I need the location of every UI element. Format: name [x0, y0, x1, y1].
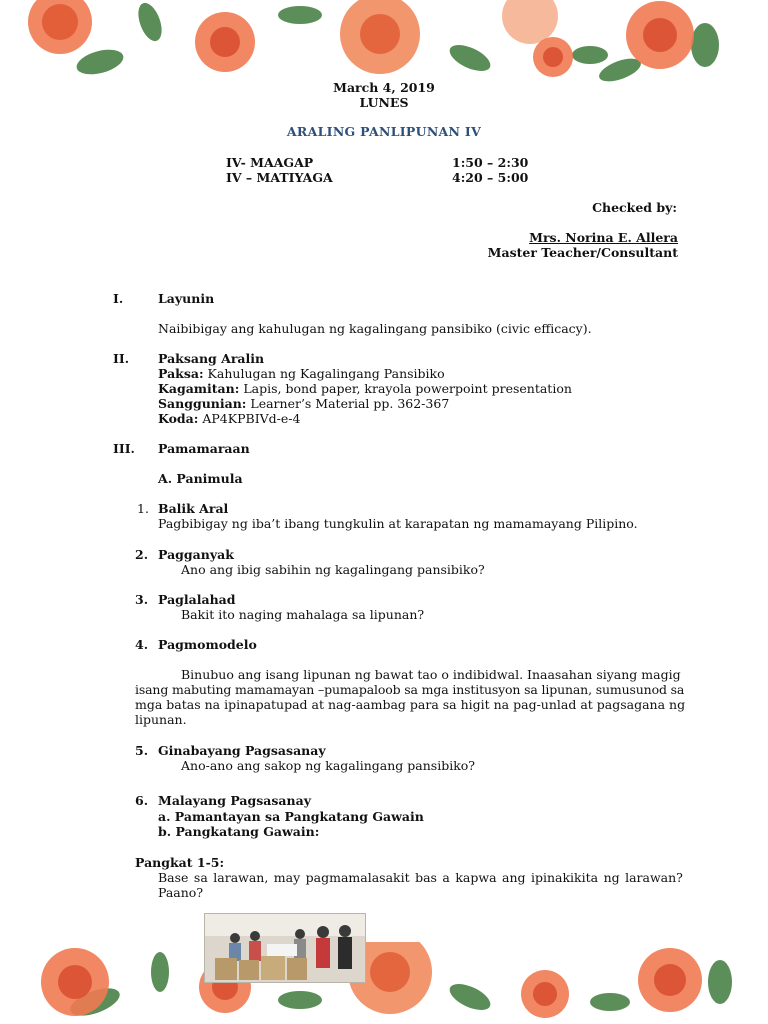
step-4-number: 4. [135, 637, 149, 652]
kagamitan-label: Kagamitan: [158, 381, 240, 396]
section-3-number: III. [113, 441, 135, 456]
step-6-sub-a: a. Pamantayan sa Pangkatang Gawain [158, 809, 424, 824]
step-1-number: 1. [137, 501, 149, 516]
group-photo-image [204, 913, 366, 983]
step-6-sub-b: b. Pangkatang Gawain: [158, 824, 320, 839]
koda-value: AP4KPBIVd-e-4 [198, 411, 301, 426]
step-3-number: 3. [135, 592, 149, 607]
paksa-line [158, 366, 445, 381]
step-5-number: 5. [135, 743, 149, 758]
subject-title: ARALING PANLIPUNAN IV [286, 124, 482, 139]
section-2-title: Paksang Aralin [158, 351, 265, 366]
step-4-title: Pagmomodelo [158, 637, 257, 652]
schedule-section-2: IV – MATIYAGA [226, 170, 333, 185]
pangkat-heading: Pangkat 1-5: [135, 855, 225, 870]
step-4-line-2: isang mabuting mamamayan –pumapaloob sa mga institusyon sa lipunan, sumusunod sa [135, 682, 685, 697]
rose-icon [28, 0, 694, 77]
section-3-title: Pamamaraan [158, 441, 250, 456]
koda-line [158, 411, 300, 426]
step-2-title: Pagganyak [158, 547, 234, 562]
date-line: March 4, 2019 [333, 80, 435, 95]
day-line: LUNES [359, 95, 409, 110]
step-4-line-1: Binubuo ang isang lipunan ng bawat tao o indibidwal. Inaasahan siyang magig [181, 667, 681, 682]
paksa-value: Kahulugan ng Kagalingang Pansibiko [203, 366, 445, 381]
schedule-section-1: IV- MAAGAP [226, 155, 314, 170]
checker-name: Mrs. Norina E. Allera [529, 230, 678, 245]
step-2-body: Ano ang ibig sabihin ng kagalingang pansibiko? [181, 562, 485, 577]
section-1-title: Layunin [158, 291, 215, 306]
panimula-heading: A. Panimula [158, 471, 243, 486]
section-1-number: I. [113, 291, 124, 306]
checked-by-label: Checked by: [592, 200, 677, 215]
pangkat-question-line-2: Paano? [158, 885, 204, 900]
step-6-number: 6. [135, 793, 149, 808]
step-3-title: Paglalahad [158, 592, 236, 607]
floral-border-bottom [0, 942, 768, 1024]
koda-label: Koda: [158, 411, 199, 426]
section-1-body: Naibibigay ang kahulugan ng kagalingang pansibiko (civic efficacy). [158, 321, 592, 336]
step-6-title: Malayang Pagsasanay [158, 793, 311, 808]
sanggunian-label: Sanggunian: [158, 396, 247, 411]
step-3-body: Bakit ito naging mahalaga sa lipunan? [181, 607, 425, 622]
step-4-line-4: lipunan. [135, 712, 187, 727]
floral-border-top [0, 0, 768, 82]
step-5-body: Ano-ano ang sakop ng kagalingang pansibiko? [181, 758, 476, 773]
schedule-time-1: 1:50 – 2:30 [452, 155, 529, 170]
paksa-label: Paksa: [158, 366, 204, 381]
step-2-number: 2. [135, 547, 149, 562]
checker-title: Master Teacher/Consultant [487, 245, 678, 260]
step-5-title: Ginabayang Pagsasanay [158, 743, 326, 758]
section-2-number: II. [113, 351, 130, 366]
step-1-body: Pagbibigay ng iba’t ibang tungkulin at karapatan ng mamamayang Pilipino. [158, 516, 638, 531]
kagamitan-value: Lapis, bond paper, krayola powerpoint presentation [239, 381, 572, 396]
schedule-time-2: 4:20 – 5:00 [452, 170, 529, 185]
step-1-title: Balik Aral [158, 501, 229, 516]
pangkat-question-line-1: Base sa larawan, may pagmamalasakit bas a kapwa ang ipinakikita ng larawan? [158, 870, 683, 885]
kagamitan-line [158, 381, 572, 396]
step-4-line-3: mga batas na ipinapatupad at nag-aambag para sa higit na pag-unlad at pagsagana ng [135, 697, 686, 712]
sanggunian-line [158, 396, 449, 411]
sanggunian-value: Learner’s Material pp. 362-367 [246, 396, 450, 411]
